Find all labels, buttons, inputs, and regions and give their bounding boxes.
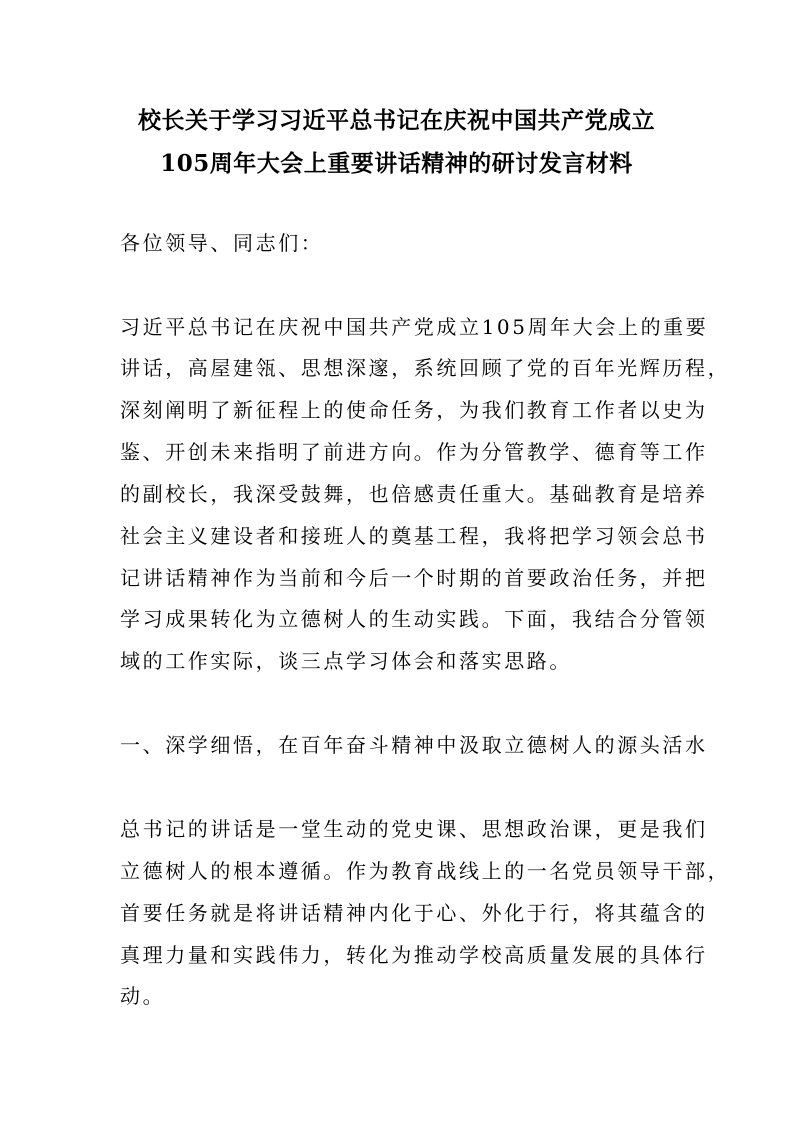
paragraph-1-line: 习近平总书记在庆祝中国共产党成立105周年大会上的重要 xyxy=(120,315,709,339)
paragraph-1-line: 深刻阐明了新征程上的使命任务，为我们教育工作者以史为 xyxy=(120,398,708,422)
paragraph-1-line: 的副校长，我深受鼓舞，也倍感责任重大。基础教育是培养 xyxy=(120,482,708,506)
paragraph-1-line: 社会主义建设者和接班人的奠基工程，我将把学习领会总书 xyxy=(120,524,708,548)
paragraph-2-line: 首要任务就是将讲话精神内化于心、外化于行，将其蕴含的 xyxy=(120,901,708,925)
paragraph-2-line: 动。 xyxy=(120,984,166,1008)
paragraph-1-line: 记讲话精神作为当前和今后一个时期的首要政治任务，并把 xyxy=(120,566,708,590)
paragraph-1-line: 讲话，高屋建瓴、思想深邃，系统回顾了党的百年光辉历程， xyxy=(120,356,731,380)
section-1-heading: 一、深学细悟，在百年奋斗精神中汲取立德树人的源头活水 xyxy=(120,733,708,757)
paragraph-1-line: 鉴、开创未来指明了前进方向。作为分管教学、德育等工作 xyxy=(120,440,708,464)
salutation: 各位领导、同志们： xyxy=(120,231,324,255)
paragraph-2-line: 立德树人的根本遵循。作为教育战线上的一名党员领导干部， xyxy=(120,859,731,883)
document-title-line-1: 校长关于学习习近平总书记在庆祝中国共产党成立 xyxy=(138,107,655,134)
document-title-line-2: 105周年大会上重要讲话精神的研讨发言材料 xyxy=(160,150,633,177)
paragraph-1-line: 域的工作实际，谈三点学习体会和落实思路。 xyxy=(120,649,572,673)
paragraph-2-line: 总书记的讲话是一堂生动的党史课、思想政治课，更是我们 xyxy=(120,817,708,841)
paragraph-2-line: 真理力量和实践伟力，转化为推动学校高质量发展的具体行 xyxy=(120,943,708,967)
paragraph-1-line: 学习成果转化为立德树人的生动实践。下面，我结合分管领 xyxy=(120,607,708,631)
